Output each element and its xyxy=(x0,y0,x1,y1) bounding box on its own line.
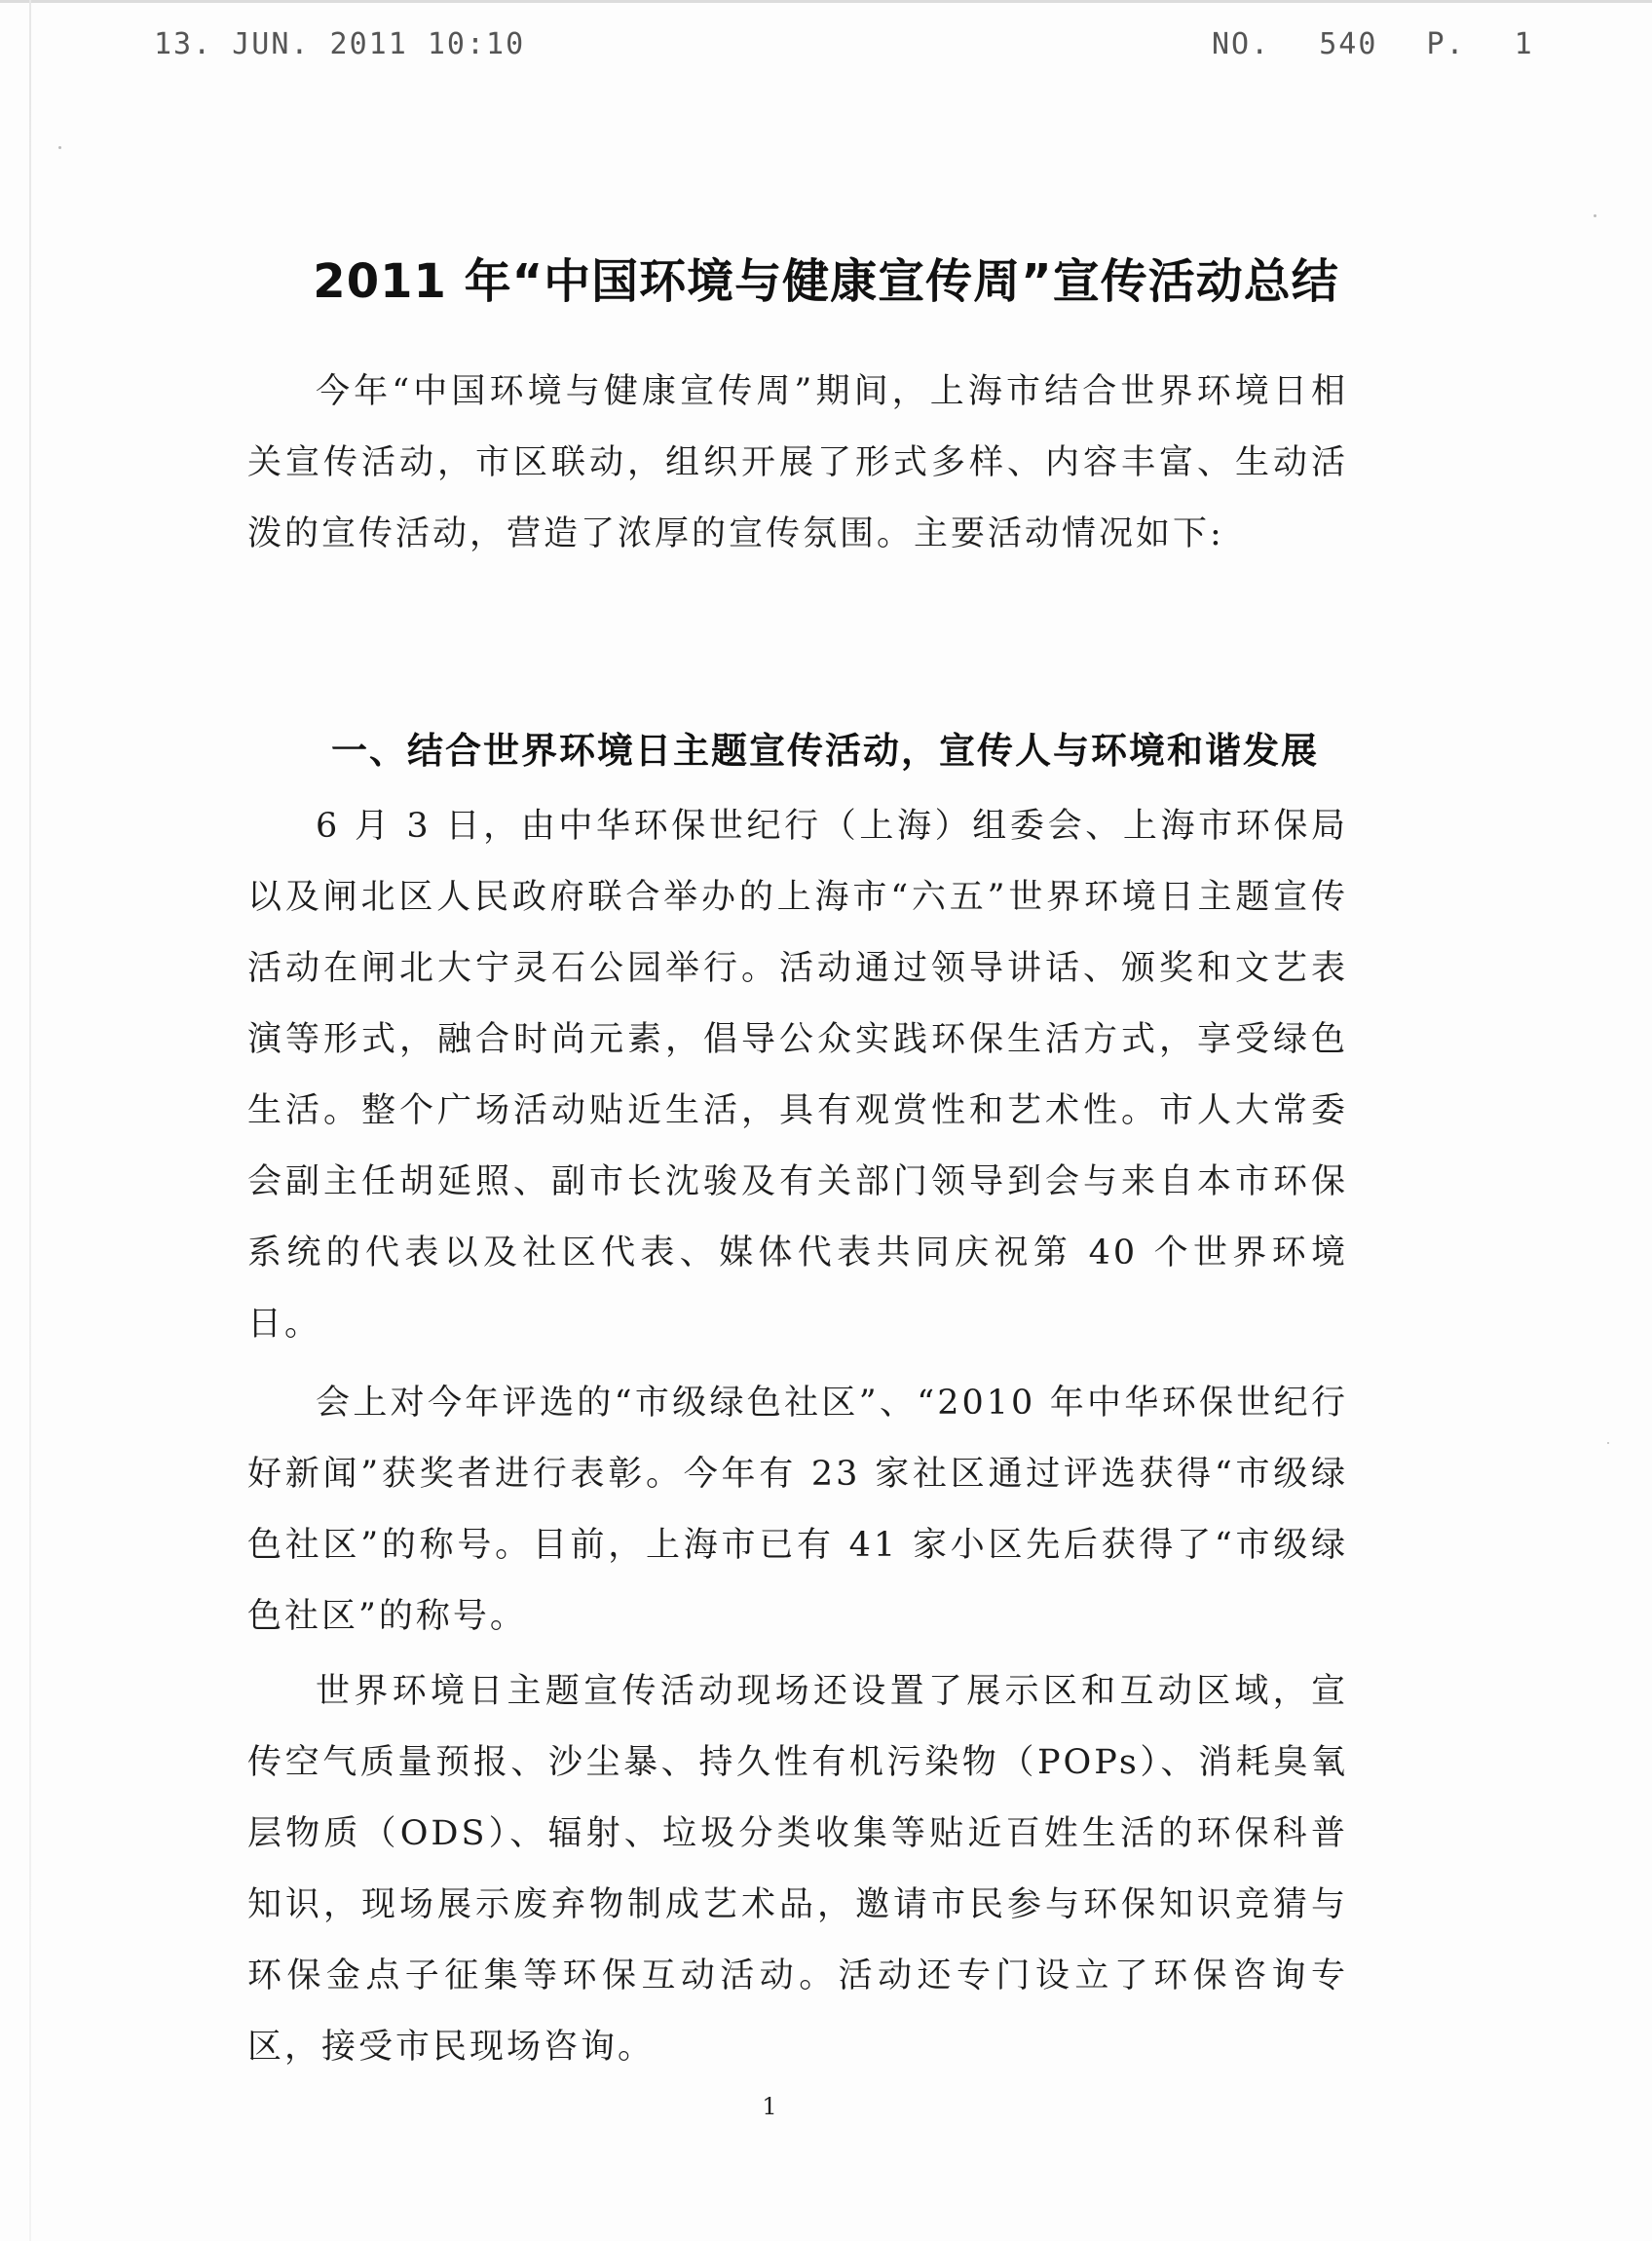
scan-speck xyxy=(1607,1442,1609,1444)
document-title: 2011 年“中国环境与健康宣传周”宣传活动总结 xyxy=(313,254,1339,310)
fax-datetime: 13. JUN. 2011 10:10 xyxy=(154,27,526,61)
scan-speck xyxy=(1594,214,1596,217)
scan-speck xyxy=(58,146,61,149)
paragraph-exhibition: 世界环境日主题宣传活动现场还设置了展示区和互动区域，宣传空气质量预报、沙尘暴、持久性有机污染物（POPs）、消耗臭氧层物质（ODS）、辐射、垃圾分类收集等贴近百姓生活的环保科普知识，现场展示废弃物制成艺术品，邀请市民参与环保知识竞猜与环保金点子征集等环保互动活动。活动还专门设立了环保咨询专区，接受市民现场咨询。 xyxy=(247,1672,1348,2067)
scan-edge-left xyxy=(29,0,31,2241)
intro-paragraph: 今年“中国环境与健康宣传周”期间，上海市结合世界环境日相关宣传活动，市区联动，组织开展了形式多样、内容丰富、生动活泼的宣传活动，营造了浓厚的宣传氛围。主要活动情况如下: xyxy=(247,372,1348,553)
fax-number: NO. 540 xyxy=(1212,27,1378,61)
paragraph-event: 6 月 3 日，由中华环保世纪行（上海）组委会、上海市环保局以及闸北区人民政府联合举办的上海市“六五”世界环境日主题宣传活动在闸北大宁灵石公园举行。活动通过领导讲话、颁奖和文艺表演等形式，融合时尚元素，倡导公众实践环保生活方式，享受绿色生活。整个广场活动贴近生活，具有观赏性和艺术性。市人大常委会副主任胡延照、副市长沈骏及有关部门领导到会与来自本市环保系统的代表以及社区代表、媒体代表共同庆祝第 40 个世界环境日。 xyxy=(247,807,1348,1344)
paragraph-awards: 会上对今年评选的“市级绿色社区”、“2010 年中华环保世纪行好新闻”获奖者进行表彰。今年有 23 家社区通过评选获得“市级绿色社区”的称号。目前，上海市已有 41 家小区先后获得了“市级绿色社区”的称号。 xyxy=(247,1384,1348,1636)
section-heading: 一、结合世界环境日主题宣传活动，宣传人与环境和谐发展 xyxy=(331,730,1319,772)
page-number: 1 xyxy=(762,2093,777,2120)
fax-page: P. 1 xyxy=(1426,27,1534,61)
scan-edge-top xyxy=(0,0,1652,3)
fax-number-page xyxy=(1212,27,1583,61)
